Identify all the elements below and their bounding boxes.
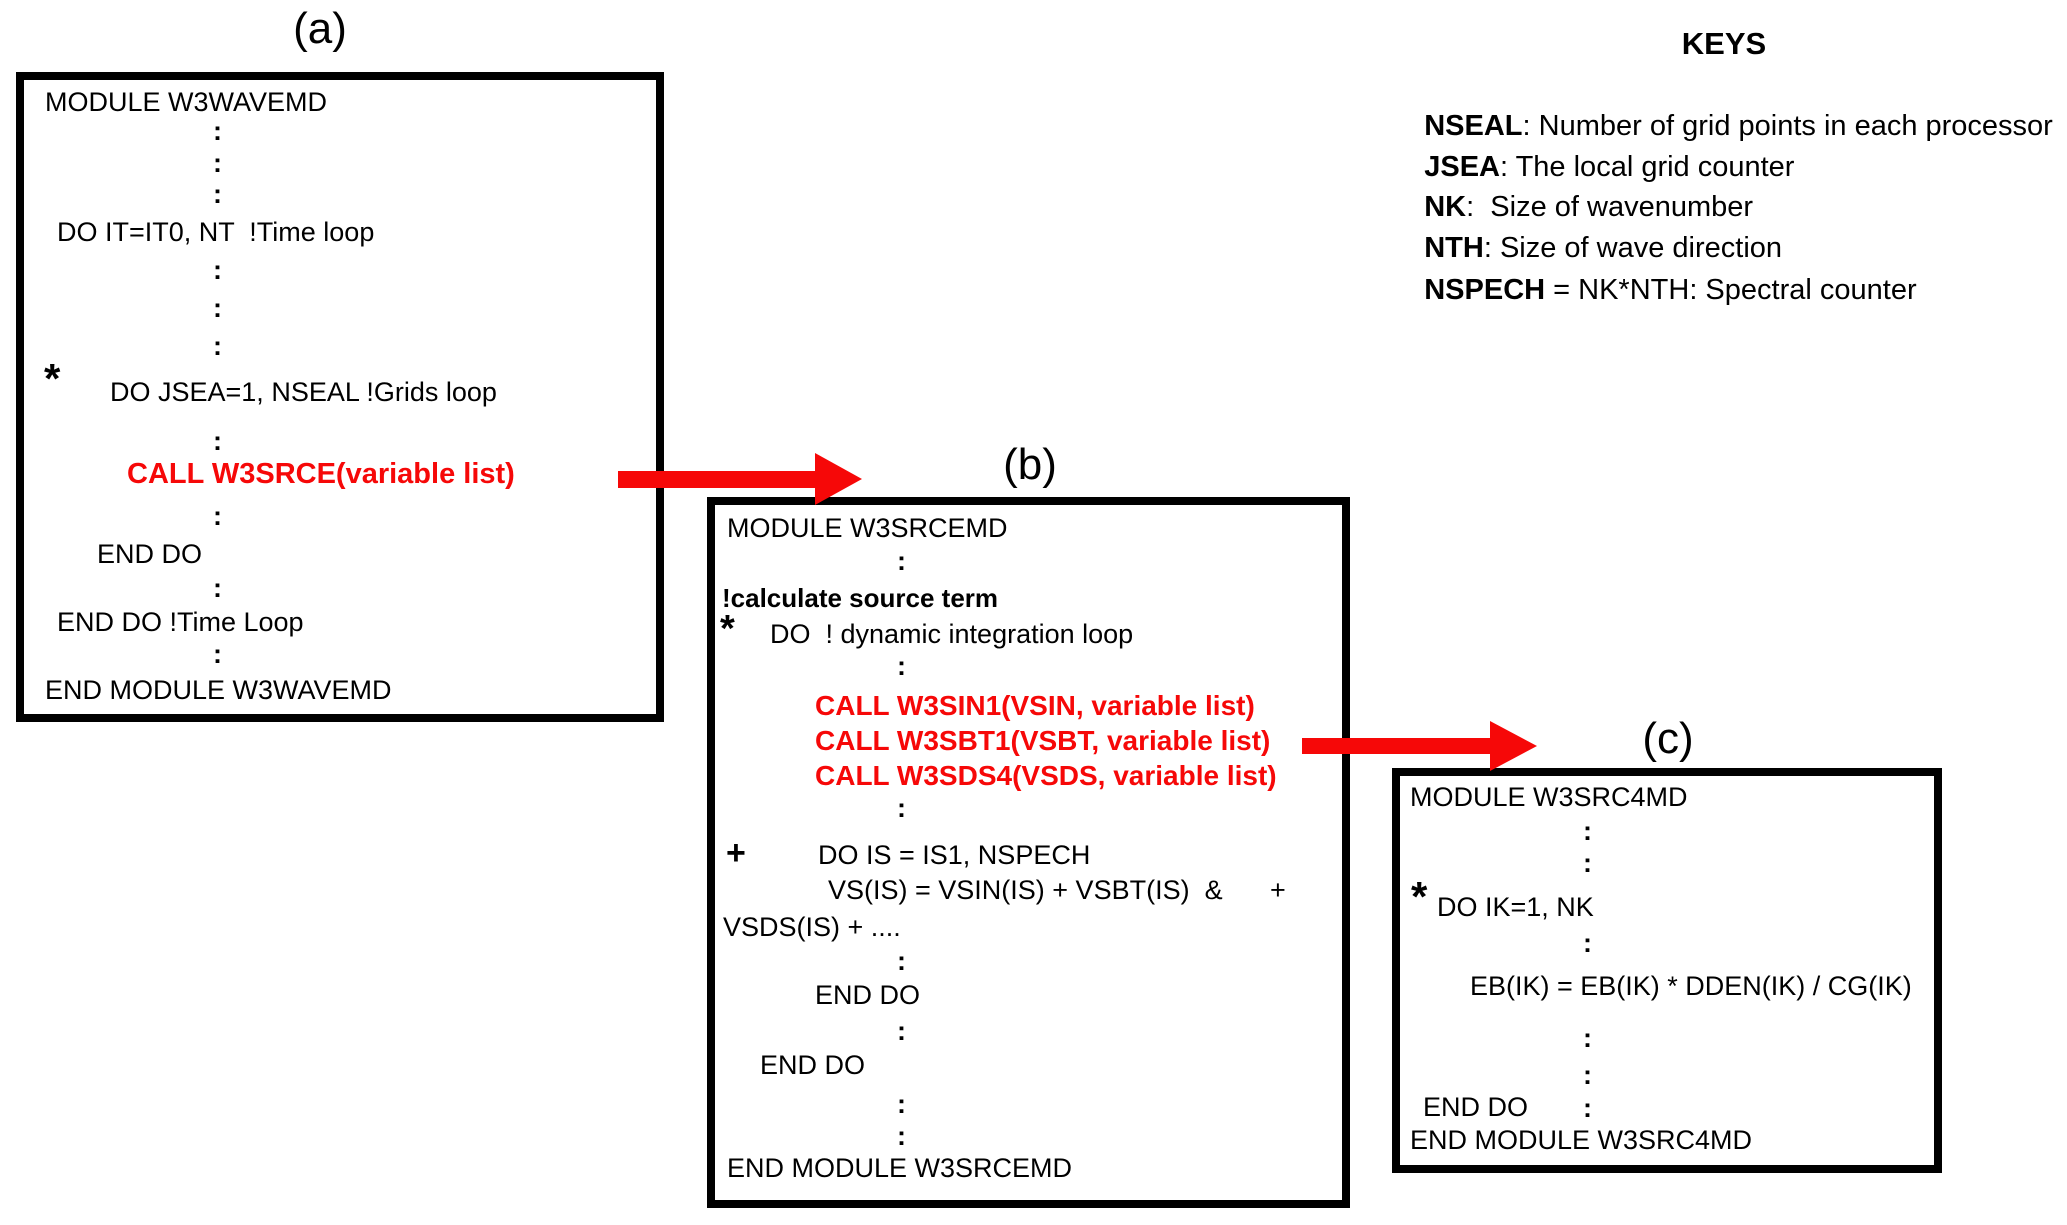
vertical-dots: :: [213, 331, 222, 361]
code-line: END DO: [97, 539, 203, 569]
keys-term: JSEA: [1424, 151, 1500, 183]
code-line: END DO !Time Loop: [57, 607, 304, 637]
vertical-dots: :: [897, 793, 906, 823]
keys-desc: : Number of grid points in each processor: [1522, 110, 2053, 142]
vertical-dots: :: [213, 639, 222, 669]
vertical-dots: :: [1583, 848, 1592, 878]
vertical-dots: :: [213, 501, 222, 531]
code-line: END DO: [1423, 1092, 1529, 1122]
code-line: END MODULE W3SRCEMD: [727, 1153, 1073, 1183]
keys-desc: : The local grid counter: [1500, 151, 1795, 183]
arrow-b-to-c-icon: [1302, 738, 1492, 754]
vertical-dots: :: [897, 1089, 906, 1119]
vertical-dots: :: [897, 546, 906, 576]
keys-desc: : Size of wavenumber: [1466, 191, 1754, 223]
vertical-dots: :: [1583, 816, 1592, 846]
plus-marker: +: [726, 834, 746, 872]
vertical-dots: :: [897, 1016, 906, 1046]
keys-term: NTH: [1424, 232, 1484, 264]
panel-c-label: (c): [1642, 714, 1694, 763]
code-line: DO IS = IS1, NSPECH: [818, 840, 1091, 870]
vertical-dots: :: [213, 179, 222, 209]
keys-term: NK: [1424, 191, 1467, 223]
code-line: MODULE W3SRCEMD: [727, 513, 1008, 543]
vertical-dots: :: [897, 651, 906, 681]
code-line: END DO: [760, 1050, 866, 1080]
code-line: EB(IK) = EB(IK) * DDEN(IK) / CG(IK): [1470, 971, 1912, 1001]
code-line: MODULE W3SRC4MD: [1410, 782, 1688, 812]
keys-item: [1392, 241, 1917, 340]
vertical-dots: :: [213, 255, 222, 285]
code-line: MODULE W3WAVEMD: [45, 87, 328, 117]
code-line: VSDS(IS) + ....: [723, 912, 901, 942]
asterisk-marker: *: [1411, 873, 1428, 920]
vertical-dots: :: [213, 573, 222, 603]
code-line: DO JSEA=1, NSEAL !Grids loop: [110, 377, 497, 407]
vertical-dots: :: [1583, 1093, 1592, 1123]
comment-line: !calculate source term: [722, 583, 999, 613]
vertical-dots: :: [1583, 1023, 1592, 1053]
keys-term: NSEAL: [1424, 110, 1523, 142]
vertical-dots: :: [213, 148, 222, 178]
code-line: VS(IS) = VSIN(IS) + VSBT(IS) &: [828, 875, 1223, 905]
code-line: DO IK=1, NK: [1437, 892, 1594, 922]
keys-term: NSPECH: [1424, 274, 1546, 306]
arrow-a-to-b-icon: [618, 471, 818, 488]
vertical-dots: :: [213, 426, 222, 456]
keys-desc: : Size of wave direction: [1483, 232, 1783, 264]
vertical-dots: :: [1583, 1060, 1592, 1090]
vertical-dots: :: [213, 293, 222, 323]
code-line: END DO: [815, 980, 921, 1010]
continuation-plus: +: [1270, 875, 1286, 905]
code-line: END MODULE W3SRC4MD: [1410, 1125, 1753, 1155]
arrow-b-to-c-head-icon: [1490, 721, 1537, 771]
call-w3sbt1-line: CALL W3SBT1(VSBT, variable list): [815, 725, 1271, 756]
code-line: DO ! dynamic integration loop: [770, 619, 1134, 649]
asterisk-marker: *: [44, 355, 61, 402]
code-line: DO IT=IT0, NT !Time loop: [57, 217, 375, 247]
vertical-dots: :: [897, 946, 906, 976]
vertical-dots: :: [213, 116, 222, 146]
call-w3sin1-line: CALL W3SIN1(VSIN, variable list): [815, 690, 1255, 721]
vertical-dots: :: [897, 1121, 906, 1151]
keys-desc: = NK*NTH: Spectral counter: [1545, 274, 1917, 306]
asterisk-marker: *: [720, 608, 735, 650]
call-w3sds4-line: CALL W3SDS4(VSDS, variable list): [815, 760, 1277, 791]
arrow-a-to-b-head-icon: [815, 453, 862, 505]
code-line: END MODULE W3WAVEMD: [45, 675, 392, 705]
vertical-dots: :: [1583, 928, 1592, 958]
panel-b-label: (b): [1003, 440, 1057, 489]
keys-title: KEYS: [1681, 26, 1767, 61]
panel-a-label: (a): [293, 4, 347, 53]
call-w3srce-line: CALL W3SRCE(variable list): [127, 458, 515, 490]
